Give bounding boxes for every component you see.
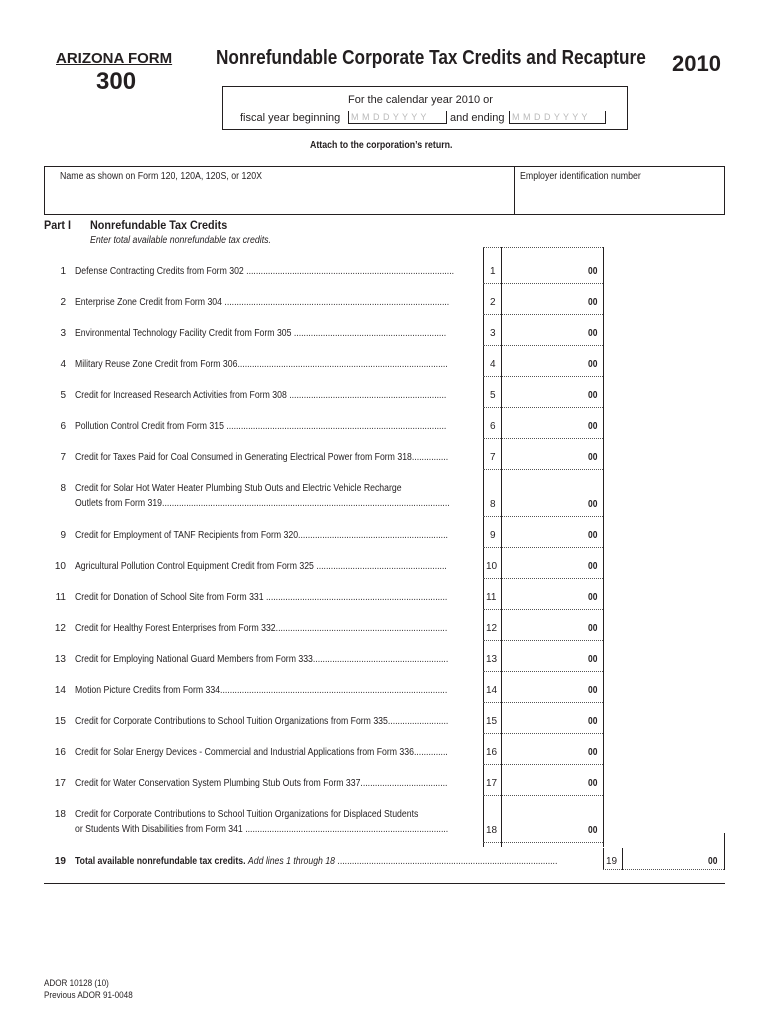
- line-amount-cents[interactable]: 00: [588, 499, 598, 510]
- line-box-number: 11: [486, 592, 497, 603]
- line-amount-underline: [483, 671, 603, 672]
- line-amount-underline: [483, 764, 603, 765]
- line-description: Credit for Water Conservation System Plumbing Stub Outs from Form 337....................................: [75, 778, 448, 789]
- identity-divider: [514, 167, 515, 214]
- line-number: 7: [60, 452, 66, 463]
- line-number: 16: [54, 747, 66, 758]
- line-amount-cents[interactable]: 00: [588, 390, 598, 401]
- line-description: Credit for Solar Energy Devices - Commercial and Industrial Applications from Form 336..............: [75, 747, 448, 758]
- total-italic-text: Add lines 1 through 18: [247, 856, 335, 867]
- fiscal-year-box: [222, 86, 628, 130]
- total-leader: ...........................................................................................: [337, 856, 558, 867]
- line-number: 18: [54, 809, 66, 820]
- line-description: Enterprise Zone Credit from Form 304 .............................................................................................: [75, 297, 450, 308]
- part-subtitle: Enter total available nonrefundable tax credits.: [90, 235, 272, 246]
- line-description: Credit for Employing National Guard Members from Form 333........................................................: [75, 654, 449, 665]
- identity-box: [44, 166, 725, 215]
- line-box-number: 14: [486, 685, 498, 696]
- calendar-year-text: For the calendar year 2010 or: [348, 94, 493, 106]
- line-number: 17: [54, 778, 66, 789]
- line-box-number: 1: [490, 266, 496, 277]
- line-amount-cents[interactable]: 00: [588, 747, 598, 758]
- line-description: Pollution Control Credit from Form 315 ...........................................................................................: [75, 421, 447, 432]
- line-description-continued: Outlets from Form 319.......................................................................................................................: [75, 498, 450, 509]
- total-rule-mid: [622, 848, 623, 870]
- line-number: 15: [54, 716, 66, 727]
- form-number: 300: [96, 68, 137, 95]
- line-box-number: 10: [486, 561, 498, 572]
- line-number: 12: [54, 623, 66, 634]
- total-cents[interactable]: 00: [708, 856, 718, 867]
- line-box-number: 18: [486, 825, 498, 836]
- line-description: Credit for Corporate Contributions to School Tuition Organizations from Form 335.........................: [75, 716, 449, 727]
- line-description: Credit for Donation of School Site from Form 331 ...........................................................................: [75, 592, 448, 603]
- line-number: 3: [60, 328, 66, 339]
- attach-note: Attach to the corporation’s return.: [310, 140, 453, 151]
- total-bold-text: Total available nonrefundable tax credits.: [75, 856, 246, 867]
- line-number: 19: [54, 856, 66, 867]
- line-amount-cents[interactable]: 00: [588, 654, 598, 665]
- part-label: Part I: [44, 218, 72, 232]
- line-description: Motion Picture Credits from Form 334..............................................................................................: [75, 685, 448, 696]
- line-number: 11: [55, 592, 66, 603]
- footer-previous-code: Previous ADOR 91-0048: [44, 990, 133, 1000]
- line-amount-cents[interactable]: 00: [588, 825, 598, 836]
- fiscal-end-date-field[interactable]: M M D D Y Y Y Y: [509, 111, 606, 124]
- line-amount-underline: [483, 609, 603, 610]
- line-box-number: 8: [490, 499, 496, 510]
- line-amount-cents[interactable]: 00: [588, 359, 598, 370]
- total-rule-left: [603, 848, 604, 870]
- line-description: Credit for Increased Research Activities from Form 308 .................................................................: [75, 390, 447, 401]
- line-amount-cents[interactable]: 00: [588, 778, 598, 789]
- line-amount-underline: [483, 578, 603, 579]
- line-box-number: 9: [490, 530, 496, 541]
- bottom-rule: [44, 883, 725, 884]
- line-amount-underline: [483, 795, 603, 796]
- total-underline: [603, 869, 724, 870]
- form-label: ARIZONA FORM: [56, 50, 173, 67]
- line-box-number: 4: [490, 359, 496, 370]
- line-amount-underline: [483, 842, 603, 843]
- line-number: 10: [54, 561, 66, 572]
- line-description: Military Reuse Zone Credit from Form 306.......................................................................................: [75, 359, 448, 370]
- line-number: 5: [60, 390, 66, 401]
- line-box-number: 2: [490, 297, 496, 308]
- column-top-rule: [483, 247, 603, 248]
- line-number: 2: [60, 297, 66, 308]
- line-amount-cents[interactable]: 00: [588, 421, 598, 432]
- column-rule-right: [603, 247, 604, 847]
- total-box-number: 19: [606, 856, 618, 867]
- line-amount-cents[interactable]: 00: [588, 266, 598, 277]
- line-amount-underline: [483, 547, 603, 548]
- line-description-continued: or Students With Disabilities from Form 341 ....................................................................................: [75, 824, 449, 835]
- line-box-number: 3: [490, 328, 496, 339]
- line-box-number: 16: [486, 747, 498, 758]
- line-amount-cents[interactable]: 00: [588, 592, 598, 603]
- fiscal-begin-date-field[interactable]: M M D D Y Y Y Y: [348, 111, 447, 124]
- line-amount-underline: [483, 702, 603, 703]
- line-description: Credit for Employment of TANF Recipients from Form 320..............................................................: [75, 530, 448, 541]
- fiscal-begin-label: fiscal year beginning: [240, 112, 341, 124]
- line-description: Credit for Healthy Forest Enterprises from Form 332.......................................................................: [75, 623, 448, 634]
- total-line-label: [75, 856, 557, 867]
- line-box-number: 15: [486, 716, 498, 727]
- line-number: 1: [60, 266, 66, 277]
- line-description: Environmental Technology Facility Credit from Form 305 ...............................................................: [75, 328, 447, 339]
- line-description: Defense Contracting Credits from Form 302 ......................................................................................: [75, 266, 455, 277]
- form-title: Nonrefundable Corporate Tax Credits and Recapture: [216, 47, 646, 69]
- line-amount-underline: [483, 345, 603, 346]
- line-description: Credit for Corporate Contributions to School Tuition Organizations for Displaced Students: [75, 809, 419, 820]
- tax-year: 2010: [672, 51, 721, 76]
- line-amount-underline: [483, 376, 603, 377]
- line-amount-cents[interactable]: 00: [588, 685, 598, 696]
- line-number: 14: [54, 685, 66, 696]
- line-description: Credit for Solar Hot Water Heater Plumbing Stub Outs and Electric Vehicle Recharge: [75, 483, 402, 494]
- line-amount-underline: [483, 733, 603, 734]
- line-amount-cents[interactable]: 00: [588, 297, 598, 308]
- line-amount-underline: [483, 469, 603, 470]
- fiscal-end-label: and ending: [450, 112, 505, 124]
- line-amount-cents[interactable]: 00: [588, 452, 598, 463]
- line-amount-underline: [483, 314, 603, 315]
- line-number: 8: [60, 483, 66, 494]
- corporation-name-field[interactable]: Name as shown on Form 120, 120A, 120S, or 120X: [60, 171, 263, 182]
- line-box-number: 7: [490, 452, 496, 463]
- ein-field[interactable]: Employer identification number: [520, 171, 641, 182]
- line-description: Agricultural Pollution Control Equipment Credit from Form 325 ......................................................: [75, 561, 447, 572]
- line-box-number: 13: [486, 654, 498, 665]
- line-amount-underline: [483, 283, 603, 284]
- part-title: Nonrefundable Tax Credits: [90, 218, 228, 232]
- line-number: 6: [60, 421, 66, 432]
- line-box-number: 17: [486, 778, 498, 789]
- line-amount-cents[interactable]: 00: [588, 716, 598, 727]
- line-box-number: 6: [490, 421, 496, 432]
- line-number: 4: [60, 359, 66, 370]
- line-description: Credit for Taxes Paid for Coal Consumed in Generating Electrical Power from Form 318...............: [75, 452, 449, 463]
- line-amount-cents[interactable]: 00: [588, 623, 598, 634]
- line-number: 13: [54, 654, 66, 665]
- line-box-number: 5: [490, 390, 496, 401]
- line-amount-underline: [483, 640, 603, 641]
- line-amount-cents[interactable]: 00: [588, 530, 598, 541]
- line-amount-underline: [483, 438, 603, 439]
- fiscal-period: .: [604, 112, 608, 124]
- line-box-number: 12: [486, 623, 498, 634]
- line-number: 9: [60, 530, 66, 541]
- line-amount-cents[interactable]: 00: [588, 561, 598, 572]
- footer-form-code: ADOR 10128 (10): [44, 978, 109, 988]
- line-amount-cents[interactable]: 00: [588, 328, 598, 339]
- total-rule-right: [724, 833, 725, 870]
- line-amount-underline: [483, 516, 603, 517]
- line-amount-underline: [483, 407, 603, 408]
